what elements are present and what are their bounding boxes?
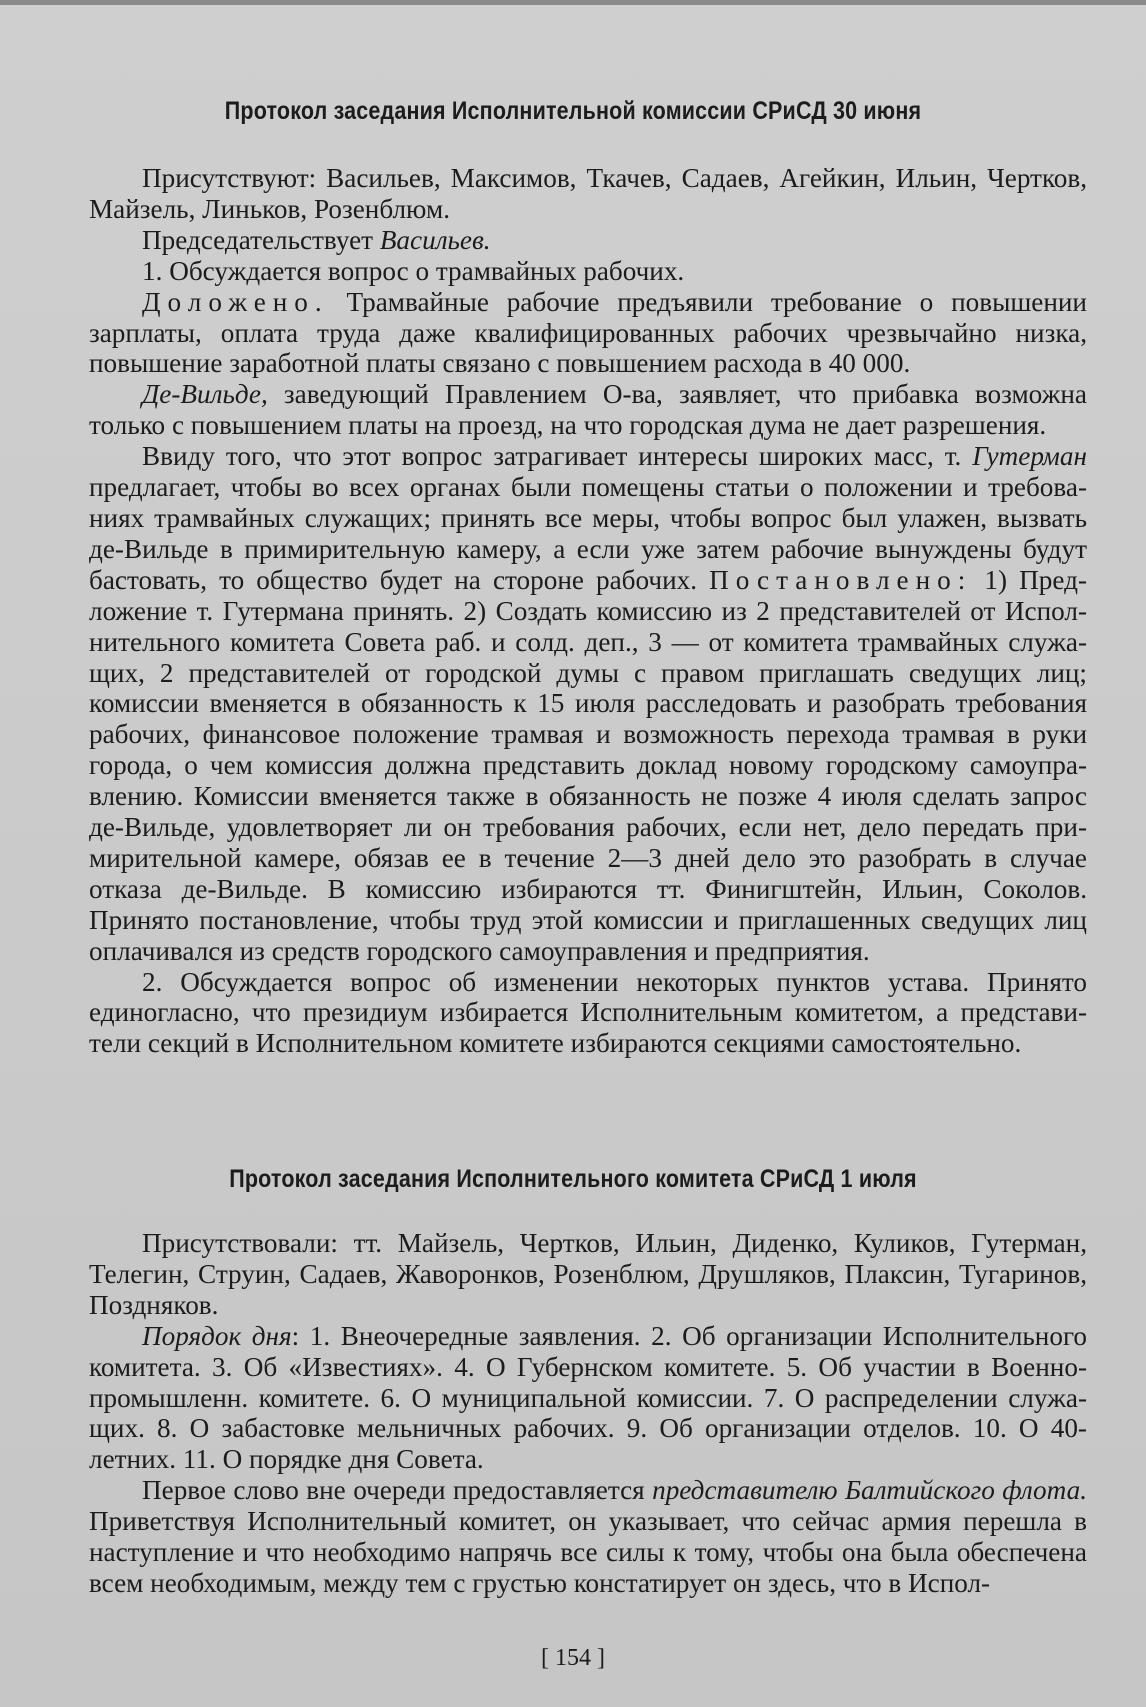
section2-baltic-fleet-speech: Первое слово вне очереди предоставляется представителю Балтийского флота. Приветствуя Исполнительный комитет, он указывает, что сейчас армия перешла в наступление и что необходимо напрячь все силы к тому, чтобы она была обеспечена всем необходимым, между тем с грустью констатирует он здесь, что в Испол- [89,1475,1088,1598]
section1-body [89,163,1087,1059]
section2-attendees: Присутствовали: тт. Майзель, Чертков, Ильин, Диденко, Куликов, Гутерман, Телегин, Струин, Садаев, Жаворонков, Розенблюм, Друшляков, Плаксин, Тугаринов, Поздняков. [89,1228,1087,1320]
section1-attendees: Присутствуют: Васильев, Максимов, Ткачев, Садаев, Агейкин, Ильин, Чертков, Майзель, Линьков, Розенблюм. [89,163,1087,224]
section2-title: Протокол заседания Исполнительного комитета СРиСД 1 июля [229,1165,917,1193]
section1-item-2: 2. Обсуждается вопрос об изменении некоторых пунктов устава. Принято единогласно, что президиум избирается Исполнительным комитетом, а представители секций в Исполнительном комитете избираются секциями самостоятельно. [89,966,1087,1059]
section1-report: Доложено. Трамвайные рабочие предъявили требование о повышении зарплаты, оплата труда даже квалифицированных рабочих чрезвычайно низка, повышение заработной платы связано с повышением расхода в 40 000. [89,286,1087,379]
section1-resolution: Ввиду того, что этот вопрос затрагивает интересы широких масс, т. Гутерман предлагает, чтобы во всех органах были помещены статьи о положении и требованиях трамвайных служащих; принять все меры, чтобы вопрос был улажен, вызвать де-Вильде в примирительную камеру, а если уже затем рабочие вынуждены будут бастовать, то общество будет на стороне рабочих. Постановлено: 1) Предложение т. Гутермана принять. 2) Создать комиссию из 2 представителей от Исполнительного комитета Совета раб. и солд. деп., 3 — от комитета трамвайных служащих, 2 представителей от городской думы с правом приглашать сведущих лиц; комиссии вменяется в обязанность к 15 июля расследовать и разобрать требования рабочих, финансовое положение трамвая и возможность перехода трамвая в руки города, о чем комиссия должна представить доклад новому городскому самоуправлению. Комиссии вменяется также в обязанность не позже 4 июля сделать запрос де-Вильде, удовлетворяет ли он требования рабочих, если нет, дело передать примирительной камере, обязав ее в течение 2—3 дней дело это разобрать в случае отказа де-Вильде. В комиссию избираются тт. Финигштейн, Ильин, Соколов. Принято постановление, чтобы труд этой комиссии и приглашенных сведущих лиц оплачивался из средств городского самоуправления и предприятия. [89,441,1087,966]
section1-item-1: 1. Обсуждается вопрос о трамвайных рабочих. [142,255,685,286]
page-number: [ 154 ] [541,1645,605,1671]
section1-de-wilde-statement: Де-Вильде, заведующий Правлением О-ва, заявляет, что прибавка возможна только с повышением платы на проезд, на что городская дума не дает разрешения. [89,379,1087,441]
section2-body [89,1228,1087,1599]
section2-agenda: Порядок дня: 1. Внеочередные заявления. 2. Об организации Исполнительного комитета. 3. Об «Известиях». 4. О Губернском комитете. 5. Об участии в Военнопромышленн. комитете. 6. О муниципальной комиссии. 7. О распределении служащих. 8. О забастовке мельничных рабочих. 9. Об организации отделов. 10. О 40-летних. 11. О порядке дня Совета. [89,1320,1088,1475]
section1-title: Протокол заседания Исполнительной комиссии СРиСД 30 июня [224,97,922,125]
section1-chair: Председательствует Васильев. [142,224,491,255]
